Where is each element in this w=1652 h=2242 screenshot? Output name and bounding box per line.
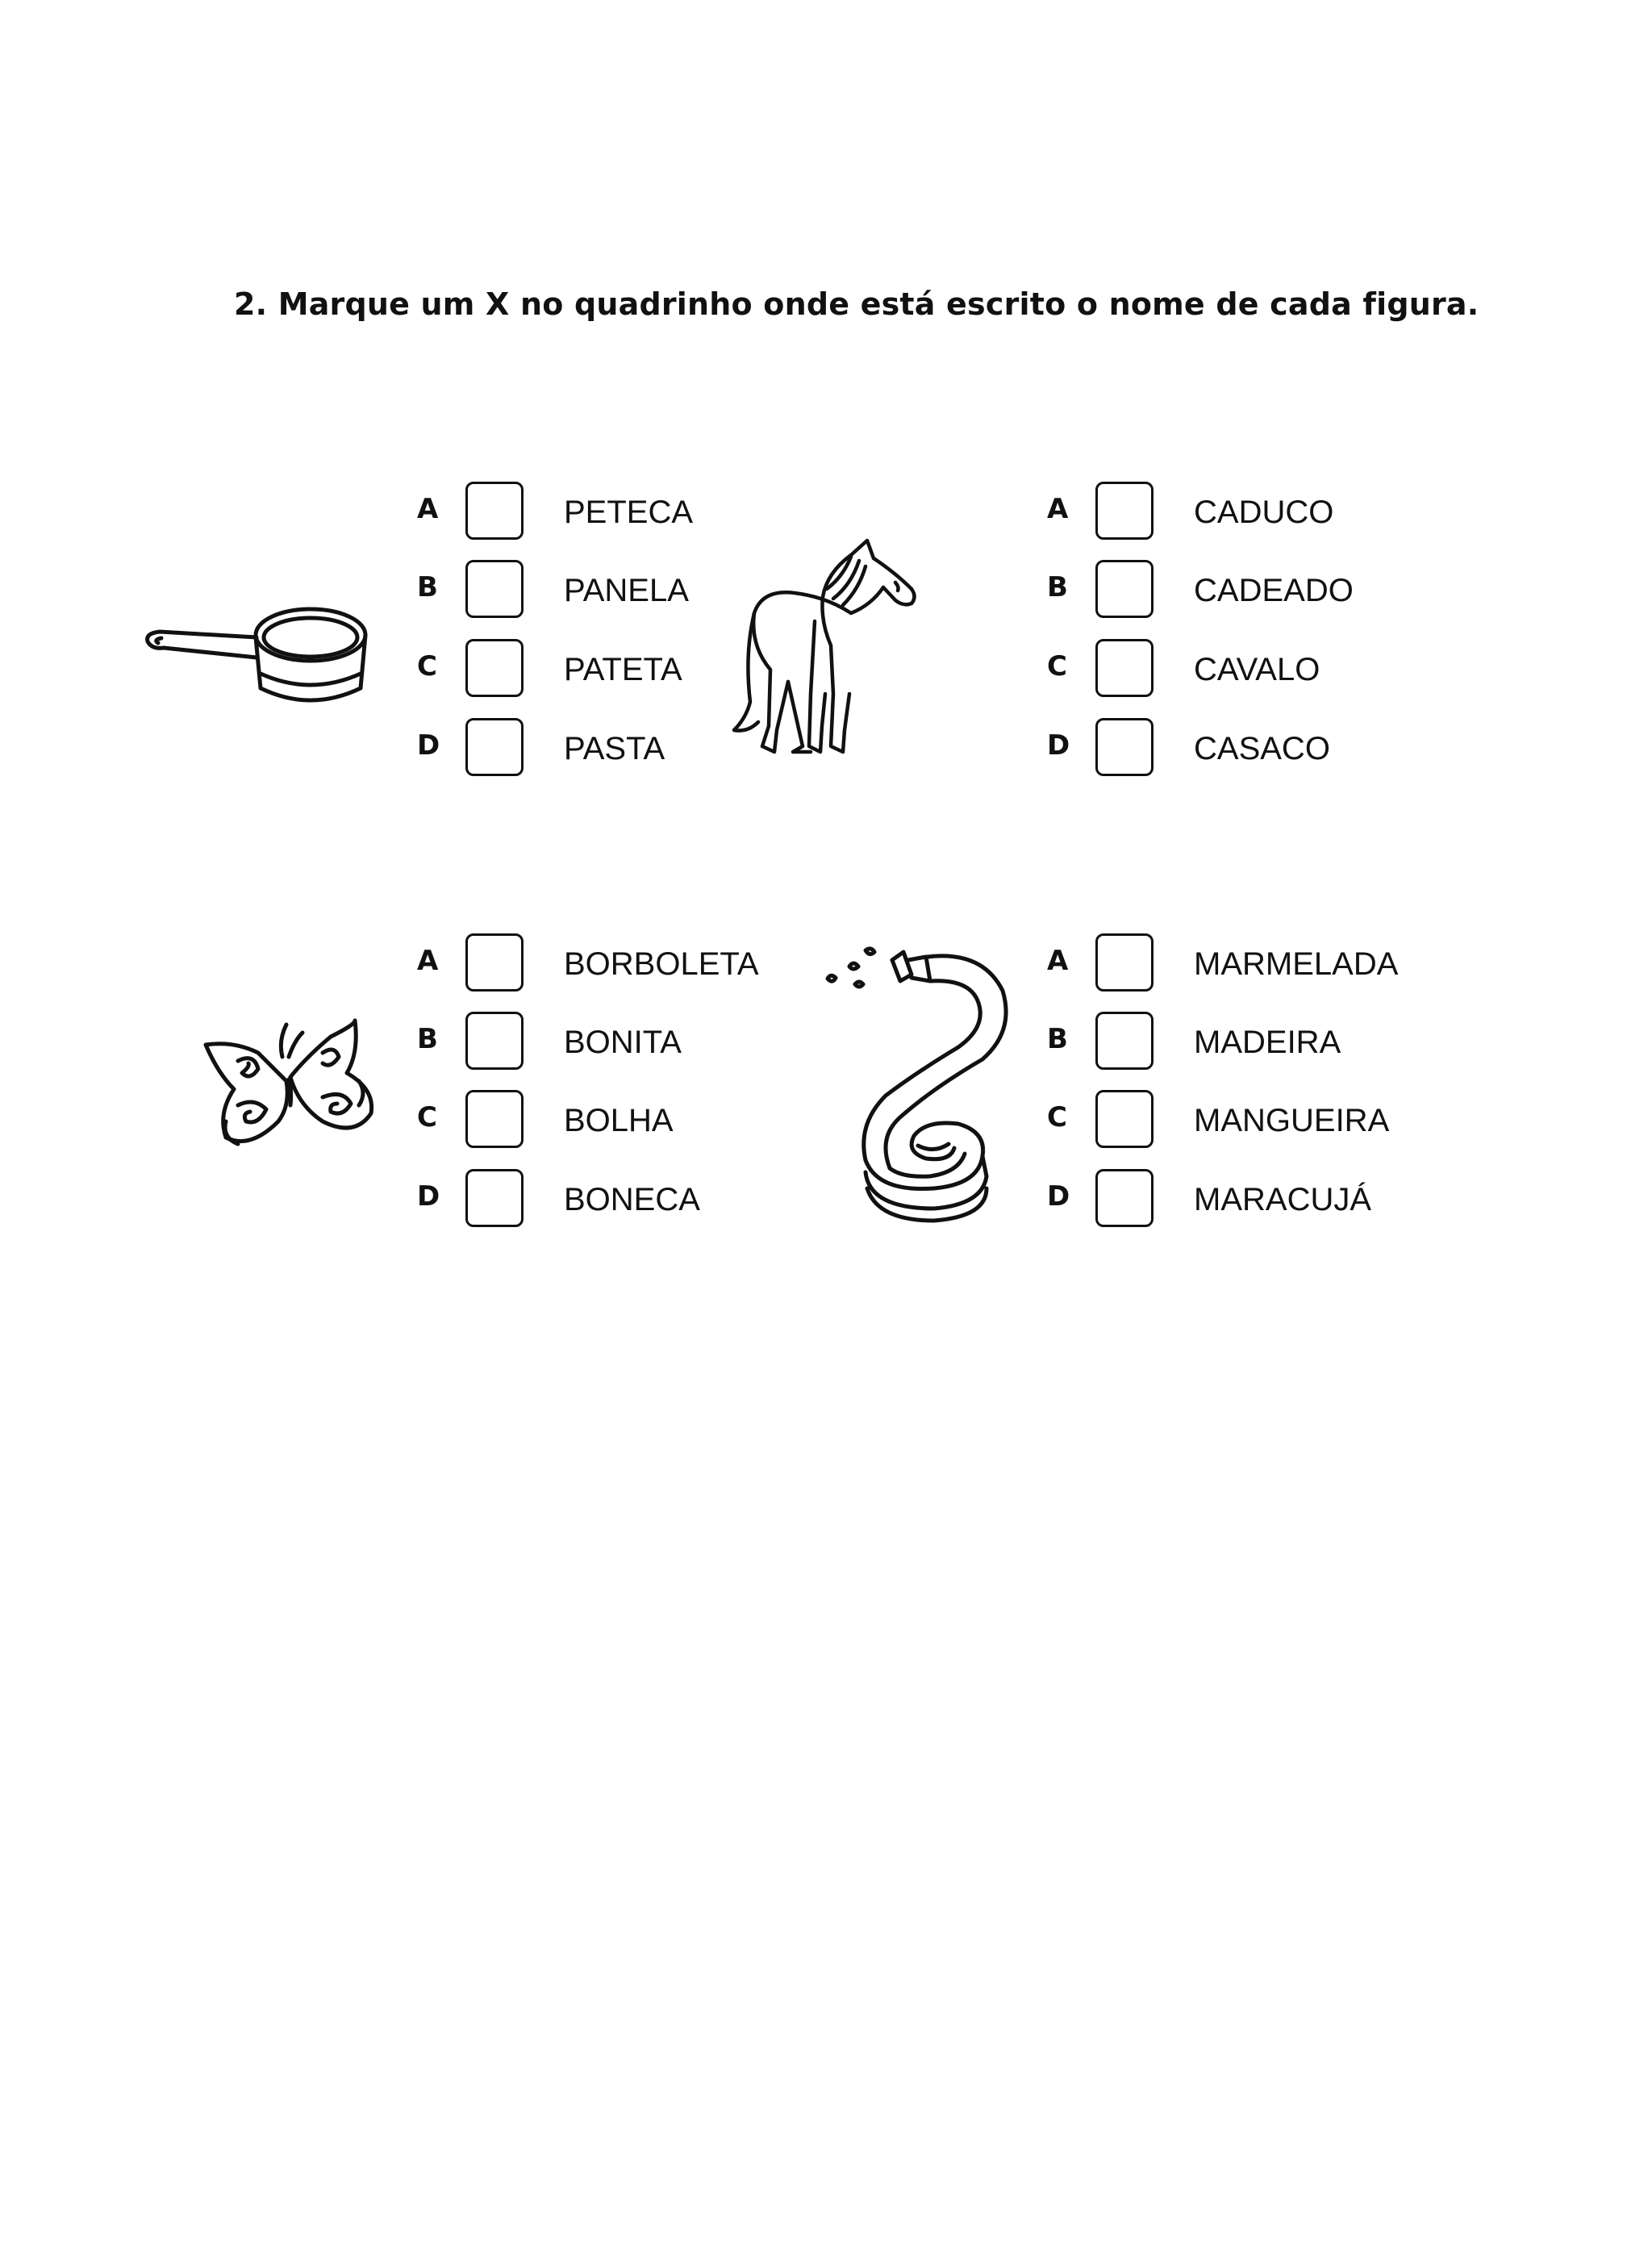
option-letter: B: [417, 571, 438, 603]
option-d: [1047, 718, 1466, 783]
option-letter: A: [417, 945, 439, 977]
option-word: PANELA: [564, 573, 689, 608]
option-d: [1047, 1169, 1466, 1234]
instruction-text: 2. Marque um X no quadrinho onde está escrito o nome de cada figura.: [234, 286, 1479, 322]
answer-checkbox[interactable]: [1095, 639, 1153, 697]
answer-checkbox[interactable]: [465, 1169, 524, 1227]
option-letter: C: [1047, 650, 1067, 683]
option-word: PASTA: [564, 731, 665, 766]
option-b: [1047, 1012, 1466, 1076]
option-word: MANGUEIRA: [1194, 1103, 1390, 1138]
option-word: PETECA: [564, 495, 694, 530]
answer-checkbox[interactable]: [1095, 1169, 1153, 1227]
option-word: PATETA: [564, 652, 682, 687]
option-letter: C: [417, 1101, 437, 1134]
option-word: MARACUJÁ: [1194, 1182, 1372, 1217]
option-a: [417, 482, 836, 546]
option-word: MADEIRA: [1194, 1025, 1341, 1060]
option-letter: D: [417, 1180, 440, 1213]
option-letter: C: [417, 650, 437, 683]
horse-illustration: [730, 541, 1028, 766]
answer-checkbox[interactable]: [465, 1012, 524, 1070]
answer-checkbox[interactable]: [465, 933, 524, 992]
answer-checkbox[interactable]: [1095, 718, 1153, 776]
answer-checkbox[interactable]: [1095, 482, 1153, 540]
option-word: MARMELADA: [1194, 946, 1399, 982]
option-word: CAVALO: [1194, 652, 1320, 687]
option-letter: B: [1047, 571, 1068, 603]
answer-checkbox[interactable]: [465, 1090, 524, 1148]
option-word: BORBOLETA: [564, 946, 759, 982]
pan-illustration: [144, 593, 369, 714]
option-letter: A: [1047, 945, 1069, 977]
option-c: [1047, 1090, 1466, 1154]
option-word: CADEADO: [1194, 573, 1354, 608]
answer-checkbox[interactable]: [1095, 1012, 1153, 1070]
option-word: BOLHA: [564, 1103, 674, 1138]
option-b: [1047, 560, 1466, 624]
answer-checkbox[interactable]: [465, 639, 524, 697]
answer-checkbox[interactable]: [465, 482, 524, 540]
option-b: [417, 1012, 836, 1076]
answer-checkbox[interactable]: [465, 718, 524, 776]
option-word: CADUCO: [1194, 495, 1334, 530]
option-word: CASACO: [1194, 731, 1330, 766]
option-letter: D: [417, 729, 440, 762]
option-a: [1047, 482, 1466, 546]
option-word: BONITA: [564, 1025, 682, 1060]
option-letter: C: [1047, 1101, 1067, 1134]
answer-checkbox[interactable]: [1095, 933, 1153, 992]
answer-checkbox[interactable]: [1095, 560, 1153, 618]
option-d: [417, 1169, 836, 1234]
option-letter: B: [1047, 1023, 1068, 1055]
option-a: [1047, 933, 1466, 998]
option-c: [417, 1090, 836, 1154]
option-c: [1047, 639, 1466, 703]
option-letter: D: [1047, 1180, 1070, 1213]
hose-illustration: [821, 942, 1031, 1225]
option-letter: A: [1047, 493, 1069, 525]
option-word: BONECA: [564, 1182, 700, 1217]
option-letter: D: [1047, 729, 1070, 762]
answer-checkbox[interactable]: [465, 560, 524, 618]
option-letter: A: [417, 493, 439, 525]
answer-checkbox[interactable]: [1095, 1090, 1153, 1148]
option-a: [417, 933, 836, 998]
option-letter: B: [417, 1023, 438, 1055]
butterfly-illustration: [202, 1008, 383, 1162]
